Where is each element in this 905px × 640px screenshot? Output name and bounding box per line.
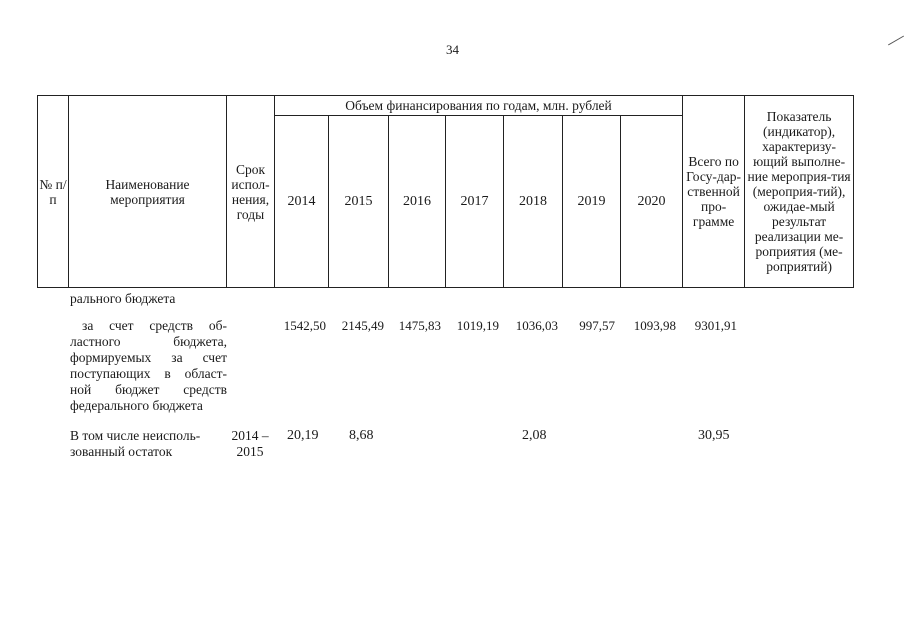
continuation-text: рального бюджета — [70, 291, 176, 306]
unused-term: 2014 – 2015 — [231, 428, 269, 459]
header-year: 2015 — [329, 116, 389, 288]
unused-value-2018: 2,08 — [522, 428, 547, 443]
header-year: 2016 — [389, 116, 446, 288]
header-year: 2014 — [275, 116, 329, 288]
table-header — [37, 95, 854, 288]
page-number: 34 — [446, 42, 459, 57]
header-activity-name: Наименование мероприятия — [69, 96, 227, 288]
regional-value-total: 9301,91 — [694, 318, 737, 333]
unused-value-total: 30,95 — [698, 428, 730, 443]
header-number: № п/п — [38, 96, 69, 288]
regional-value-2016: 1475,83 — [398, 318, 441, 333]
unused-value-2014: 20,19 — [287, 428, 319, 443]
unused-value-2015: 8,68 — [349, 428, 374, 443]
header-year: 2020 — [621, 116, 683, 288]
header-term: Срок испол-нения, годы — [227, 96, 275, 288]
header-total: Всего по Госу-дар-ственной про-грамме — [683, 96, 745, 288]
regional-value-2020: 1093,98 — [633, 318, 676, 333]
header-year: 2019 — [563, 116, 621, 288]
regional-value-2017: 1019,19 — [456, 318, 499, 333]
regional-value-2018: 1036,03 — [515, 318, 558, 333]
regional-value-2014: 1542,50 — [283, 318, 326, 333]
header-year: 2018 — [504, 116, 563, 288]
header-funding: Объем финансирования по годам, млн. рублей — [275, 96, 683, 116]
regional-value-2015: 2145,49 — [341, 318, 384, 333]
regional-value-2019: 997,57 — [579, 318, 615, 333]
unused-row-label: В том числе неисполь-зованный остаток — [70, 428, 201, 459]
regional-row-label: за счет средств об-ластного бюджета, формируемых за счет поступающих в област-ной бюджет средств федерального бюджета — [70, 318, 227, 413]
header-indicator: Показатель (индикатор), характеризу-ющий выполне-ние мероприя-тия (мероприя-тий), ожидае-мый результат реализации ме-роприятия (ме-роприятий) — [745, 96, 854, 288]
header-year: 2017 — [446, 116, 504, 288]
